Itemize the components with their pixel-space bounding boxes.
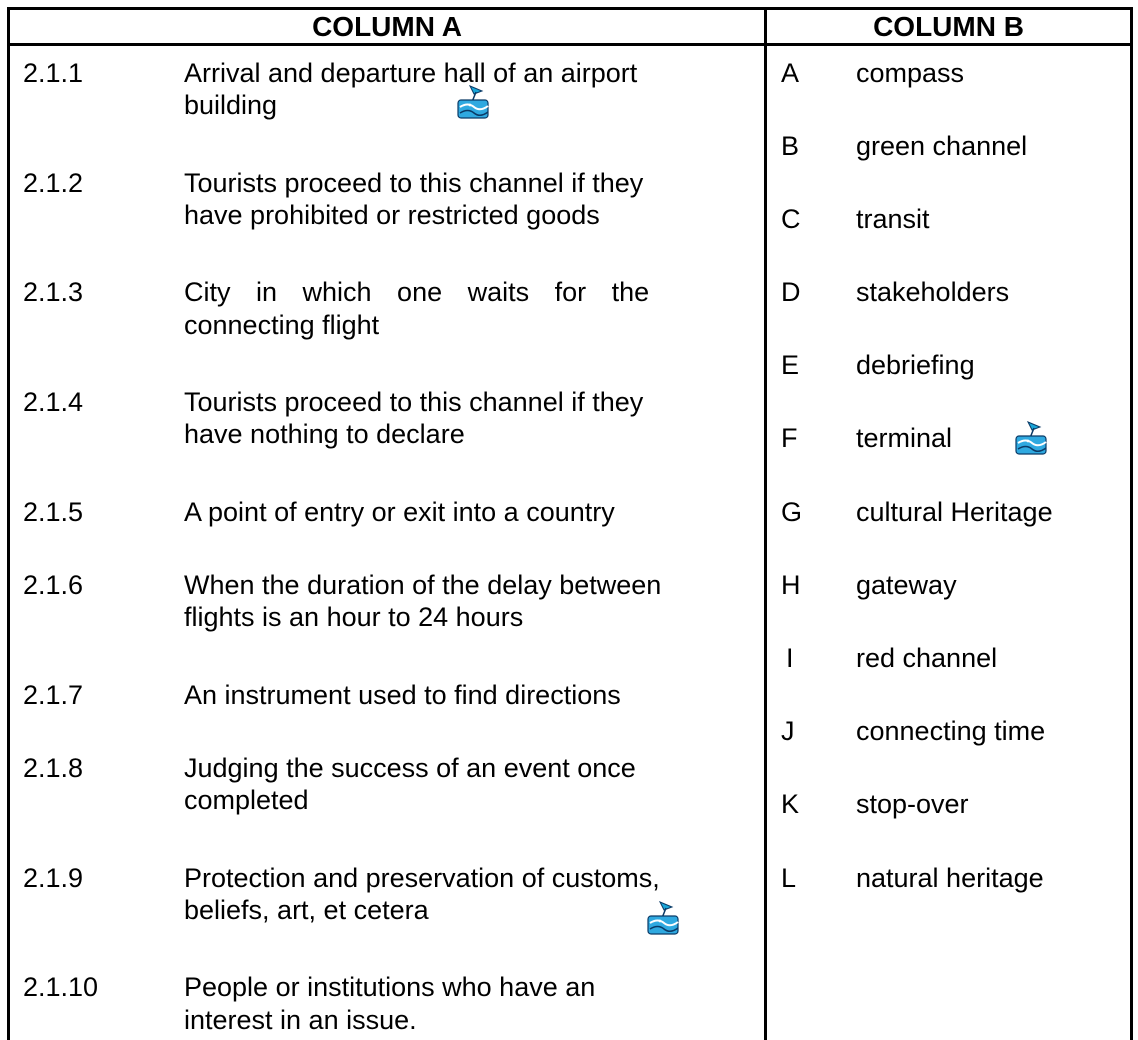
item-description-line2: have nothing to declare — [184, 419, 465, 449]
item-description-line2: have prohibited or restricted goods — [184, 200, 600, 230]
item-number: 2.1.1 — [23, 58, 84, 88]
item-description-line2: building — [184, 90, 278, 120]
table-top-border — [7, 7, 1133, 10]
item-description-line2: interest in an issue. — [184, 1005, 417, 1035]
item-description-line1: City in which one waits for the — [184, 277, 650, 307]
item-description-line1: When the duration of the delay between — [184, 570, 662, 600]
option-term: cultural Heritage — [856, 497, 1053, 527]
item-number: 2.1.7 — [23, 680, 84, 710]
item-description-line1: Arrival and departure hall of an airport — [184, 58, 638, 88]
option-letter: D — [781, 277, 801, 307]
header-bottom-border — [7, 43, 1133, 46]
option-term: connecting time — [856, 716, 1046, 746]
option-term: debriefing — [856, 350, 975, 380]
option-letter: L — [781, 863, 797, 893]
option-letter: H — [781, 570, 801, 600]
table-right-border — [1130, 7, 1133, 1040]
option-letter: A — [781, 58, 800, 88]
option-term: stakeholders — [856, 277, 1010, 307]
item-description-line1: An instrument used to find directions — [184, 680, 621, 710]
item-description-line1: A point of entry or exit into a country — [184, 497, 615, 527]
option-letter: C — [781, 204, 801, 234]
item-number: 2.1.6 — [23, 570, 84, 600]
option-letter: G — [781, 497, 803, 527]
option-letter: E — [781, 350, 800, 380]
item-description-line2: beliefs, art, et cetera — [184, 895, 429, 925]
option-term: terminal — [856, 423, 953, 453]
option-term: green channel — [856, 131, 1028, 161]
tourism-logo-icon — [646, 901, 680, 935]
option-letter: K — [781, 789, 800, 819]
option-letter: J — [781, 716, 795, 746]
option-term: compass — [856, 58, 965, 88]
column-divider — [764, 7, 767, 1040]
tourism-logo-icon — [1014, 421, 1048, 455]
item-number: 2.1.3 — [23, 277, 84, 307]
option-term: red channel — [856, 643, 998, 673]
item-number: 2.1.8 — [23, 753, 84, 783]
option-term: stop-over — [856, 789, 969, 819]
column-b-header: COLUMN B — [873, 11, 1024, 42]
item-number: 2.1.4 — [23, 387, 84, 417]
item-number: 2.1.10 — [23, 972, 99, 1002]
option-letter: F — [781, 423, 798, 453]
item-description-line1: People or institutions who have an — [184, 972, 596, 1002]
item-description-line2: completed — [184, 785, 309, 815]
item-description-line2: connecting flight — [184, 310, 380, 340]
item-description-line1: Tourists proceed to this channel if they — [184, 168, 644, 198]
item-description-line2: flights is an hour to 24 hours — [184, 602, 524, 632]
item-description-line1: Judging the success of an event once — [184, 753, 636, 783]
item-description-line1: Protection and preservation of customs, — [184, 863, 660, 893]
option-term: natural heritage — [856, 863, 1044, 893]
option-letter: B — [781, 131, 800, 161]
item-number: 2.1.9 — [23, 863, 84, 893]
option-term: transit — [856, 204, 930, 234]
option-term: gateway — [856, 570, 957, 600]
column-a-header: COLUMN A — [312, 11, 462, 42]
item-description-line1: Tourists proceed to this channel if they — [184, 387, 644, 417]
tourism-logo-icon — [456, 85, 490, 119]
option-letter: I — [786, 643, 794, 673]
table-left-border — [7, 7, 10, 1040]
item-number: 2.1.5 — [23, 497, 84, 527]
item-number: 2.1.2 — [23, 168, 84, 198]
